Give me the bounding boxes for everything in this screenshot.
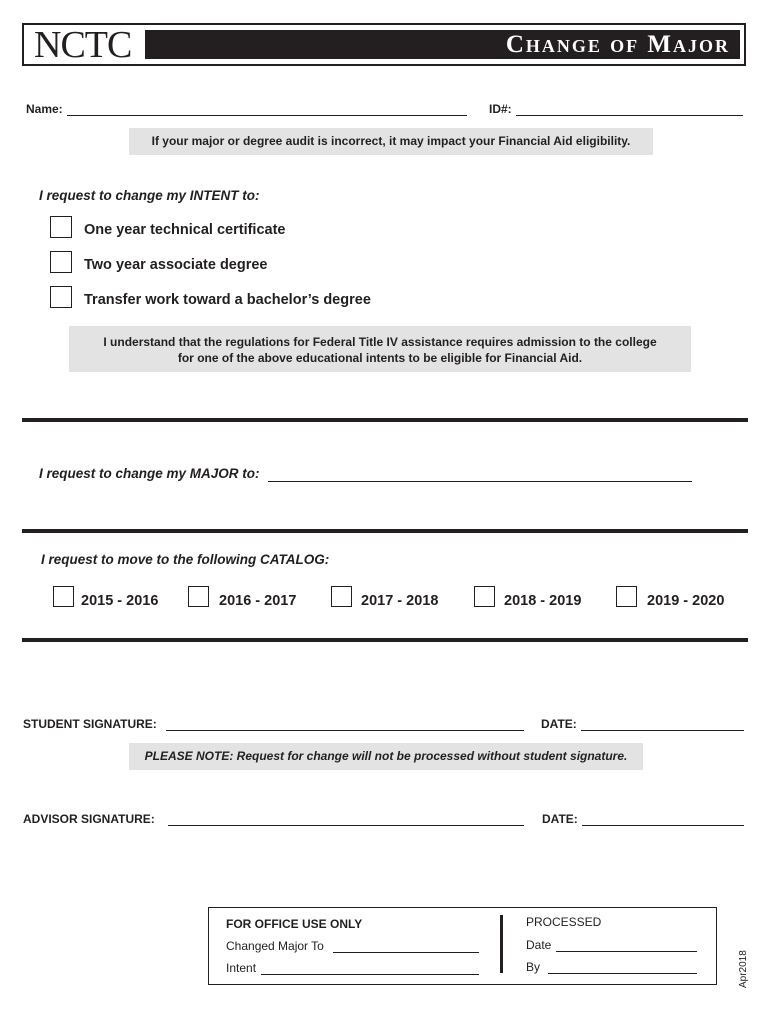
advisor-date-field[interactable] — [582, 825, 744, 826]
office-intent-field[interactable] — [261, 974, 479, 975]
catalog-checkbox-2019[interactable] — [616, 586, 637, 607]
catalog-option-2019: 2019 - 2020 — [647, 593, 725, 609]
advisor-signature-label: ADVISOR SIGNATURE: — [23, 812, 155, 826]
intent-checkbox-transfer[interactable] — [50, 286, 72, 308]
revision-date: Apr2018 — [738, 950, 749, 988]
section-divider-1 — [22, 418, 748, 422]
processed-date-label: Date — [526, 938, 552, 952]
catalog-heading: I request to move to the following CATALOG: — [41, 552, 330, 567]
advisor-signature-field[interactable] — [168, 825, 524, 826]
catalog-checkbox-2017[interactable] — [331, 586, 352, 607]
processed-by-label: By — [526, 960, 541, 974]
title-iv-notice — [69, 326, 691, 372]
section-divider-3 — [22, 638, 748, 642]
form-title: Change of Major — [145, 30, 740, 59]
major-heading: I request to change my MAJOR to: — [39, 466, 260, 481]
intent-checkbox-associate[interactable] — [50, 251, 72, 273]
title-iv-line-2: for one of the above educational intents to be eligible for Financial Aid. — [177, 351, 583, 365]
catalog-option-2016: 2016 - 2017 — [219, 593, 297, 609]
catalog-checkbox-2015[interactable] — [53, 586, 74, 607]
intent-heading: I request to change my INTENT to: — [39, 188, 260, 203]
intent-option-transfer: Transfer work toward a bachelor’s degree — [84, 292, 371, 308]
catalog-checkbox-2016[interactable] — [188, 586, 209, 607]
catalog-option-2015: 2015 - 2016 — [81, 593, 159, 609]
catalog-option-2018: 2018 - 2019 — [504, 593, 582, 609]
form-header — [22, 23, 746, 66]
office-divider — [500, 915, 503, 973]
financial-aid-notice: If your major or degree audit is incorrect, it may impact your Financial Aid eligibility. — [129, 128, 653, 155]
office-use-title: FOR OFFICE USE ONLY — [226, 917, 363, 931]
office-use-box — [208, 907, 717, 985]
office-intent-label: Intent — [226, 961, 257, 975]
changed-major-label: Changed Major To — [226, 939, 324, 953]
catalog-option-2017: 2017 - 2018 — [361, 593, 439, 609]
processed-label: PROCESSED — [526, 915, 602, 929]
changed-major-field[interactable] — [333, 952, 479, 953]
id-field[interactable] — [516, 115, 743, 116]
processed-by-field[interactable] — [548, 973, 697, 974]
intent-option-certificate: One year technical certificate — [84, 222, 286, 238]
student-date-field[interactable] — [581, 730, 744, 731]
section-divider-2 — [22, 529, 748, 533]
processed-date-field[interactable] — [556, 951, 697, 952]
id-label: ID#: — [489, 102, 512, 116]
title-iv-line-1: I understand that the regulations for Federal Title IV assistance requires admission to the college — [103, 335, 657, 349]
student-signature-field[interactable] — [166, 730, 524, 731]
nctc-logo: NCTC — [34, 24, 132, 66]
name-field[interactable] — [67, 115, 467, 116]
intent-option-associate: Two year associate degree — [84, 257, 268, 273]
student-signature-label: STUDENT SIGNATURE: — [23, 717, 157, 731]
intent-checkbox-certificate[interactable] — [50, 216, 72, 238]
student-date-label: DATE: — [541, 717, 577, 731]
major-field[interactable] — [268, 481, 692, 482]
name-label: Name: — [26, 102, 63, 116]
catalog-checkbox-2018[interactable] — [474, 586, 495, 607]
advisor-date-label: DATE: — [542, 812, 578, 826]
signature-note: PLEASE NOTE: Request for change will not be processed without student signature. — [129, 743, 643, 770]
